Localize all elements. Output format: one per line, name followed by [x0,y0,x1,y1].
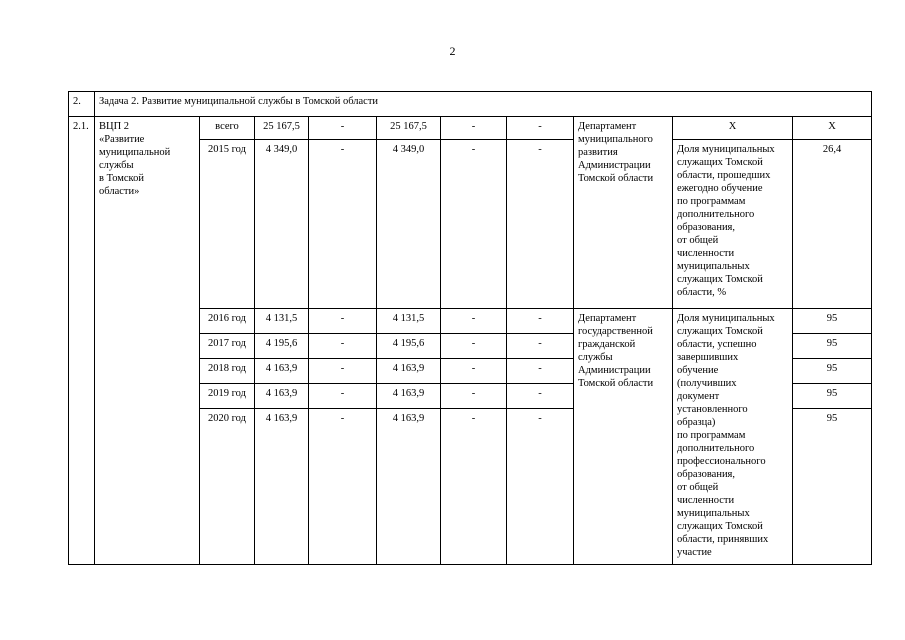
indicator-1: Доля муниципальных служащих Томской области, прошедших ежегодно обучение по программам дополнительного образования, от общей численности муниципальных служащих Томской области, % [673,140,793,309]
total-cell: 4 163,9 [255,359,309,384]
regional-cell: 4 349,0 [377,140,441,309]
federal-cell: - [309,334,377,359]
section-row [69,92,872,117]
other-cell: - [507,384,574,409]
executor-1: Департамент муниципального развития Администрации Томской области [574,117,673,309]
period-cell: 2018 год [200,359,255,384]
indicator-2-value: 95 [793,384,872,409]
period-cell: 2016 год [200,309,255,334]
local-cell: - [441,117,507,140]
regional-cell: 4 163,9 [377,359,441,384]
program-name: ВЦП 2 «Развитие муниципальной службы в Томской области» [95,117,200,565]
indicator-2-value: 95 [793,309,872,334]
value-x: Х [793,117,872,140]
other-cell: - [507,117,574,140]
local-cell: - [441,409,507,565]
other-cell: - [507,359,574,384]
federal-cell: - [309,409,377,565]
other-cell: - [507,309,574,334]
total-cell: 4 195,6 [255,334,309,359]
other-cell: - [507,140,574,309]
total-cell: 4 163,9 [255,409,309,565]
federal-cell: - [309,117,377,140]
local-cell: - [441,309,507,334]
period-cell: 2017 год [200,334,255,359]
indicator-x: Х [673,117,793,140]
regional-cell: 4 195,6 [377,334,441,359]
period-cell: 2015 год [200,140,255,309]
total-cell: 4 131,5 [255,309,309,334]
executor-2: Департамент государственной гражданской службы Администрации Томской области [574,309,673,565]
total-cell: 4 349,0 [255,140,309,309]
federal-cell: - [309,359,377,384]
federal-cell: - [309,140,377,309]
federal-cell: - [309,309,377,334]
indicator-2-value: 95 [793,334,872,359]
regional-cell: 4 163,9 [377,409,441,565]
period-cell: 2019 год [200,384,255,409]
regional-cell: 4 131,5 [377,309,441,334]
total-cell: 4 163,9 [255,384,309,409]
indicator-2-value: 95 [793,409,872,565]
federal-cell: - [309,384,377,409]
indicator-2-value: 95 [793,359,872,384]
table-row [69,117,872,140]
local-cell: - [441,359,507,384]
local-cell: - [441,384,507,409]
section-index: 2. [69,92,95,117]
local-cell: - [441,334,507,359]
program-table [68,91,872,565]
page-number: 2 [449,44,456,58]
local-cell: - [441,140,507,309]
section-title: Задача 2. Развитие муниципальной службы в Томской области [95,92,872,117]
indicator-1-value: 26,4 [793,140,872,309]
regional-cell: 4 163,9 [377,384,441,409]
period-cell: всего [200,117,255,140]
period-cell: 2020 год [200,409,255,565]
program-index: 2.1. [69,117,95,565]
indicator-2: Доля муниципальных служащих Томской области, успешно завершивших обучение (получивших документ установленного образца) по программам дополнительного профессионального образования, от общей численности муниципальных служащих Томской области, принявших участие [673,309,793,565]
other-cell: - [507,409,574,565]
regional-cell: 25 167,5 [377,117,441,140]
total-cell: 25 167,5 [255,117,309,140]
other-cell: - [507,334,574,359]
